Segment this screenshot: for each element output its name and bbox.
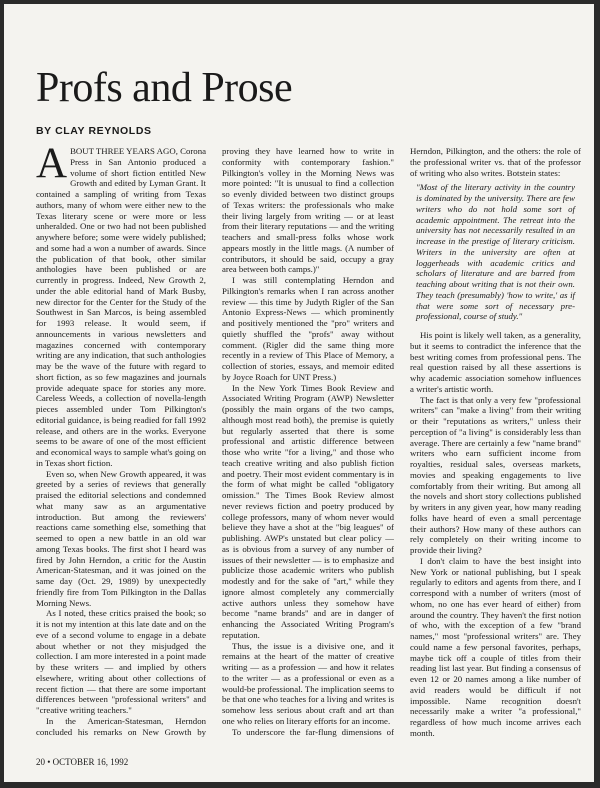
block-quote (410, 178, 581, 330)
paragraph: proving they have learned how to write in conformity with contemporary fashion." Pilkington's volley in the Morning News was more pointed: "It is unusual to find a collection so evenly divided between two distinct groups of Texas writers: the professionals who make their living largely from writing — or at least from their literary reputations — and the writing teachers and small-press folks whose work appears mostly in the little mags. (A number of contributors, it should be said, occupy a gray area between both camps.)" (222, 146, 394, 275)
column-3 (410, 146, 581, 738)
article-title: Profs and Prose (36, 65, 293, 111)
paragraph: To underscore the far-flung dimensions of (232, 726, 394, 737)
paragraph: His point is likely well taken, as a generality, but it seems to contradict the inference that the best writing comes from professional pens. The real question raised by all these assertions is why academic association somehow influences a writer's artistic worth. (410, 330, 581, 394)
lead-paragraph: ABOUT THREE YEARS AGO, Corona Press in San Antonio produced a volume of short fiction entitled New Growth and edited by Lyman Grant. It contained a sampling of writing from Texas authors, many of whom were either new to the Texas literary scene or were more or less unheralded. One or two had not been published anywhere before; some were widely published; and some had a won a number of awards. Since the publication of that book, other similar anthologies have been published or are currently in progress. Indeed, New Growth 2, under the able editorial hand of Mark Busby, new director for the Center for the Study of the Southwest in San Marcos, is being assembled for 1993 release. It would seem, if announcements in various newsletters and magazines concerned with contemporary writing are any indication, that such anthologies may be the wave of the future with regard to short fiction, as so few magazines and journals provide adequate space for stories any more. Careless Weeds, a collection of novella-length pieces assembled under Tom Pilkington's editorial guidance, is being readied for fall 1992 release, and others are in the works. Everyone seems to be aware of one of the most efficient and economical ways to sample what's going on in Texas short fiction. (36, 146, 206, 468)
paragraph: In the American-Statesman, Herndon concluded his remarks on New Growth by (36, 715, 206, 737)
paragraph: I was still contemplating Herndon and Pilkington's remarks when I ran across another review — this time by Judyth Rigler of the San Antonio Express-News — which prominently and positively mentioned the "pro" writers and quietly shuffled the "profs" away without comment. (Rigler did the same thing more recently in a review of This Place of Memory, a collection of stories, essays, and memoir edited by Joyce Roach for UNT Press.) (222, 275, 394, 382)
column-2 (222, 146, 394, 738)
paragraph: I don't claim to have the best insight into New York or national publishing, but I speak regularly to editors and agents from there, and I correspond with a number of writers (most of whom, no one has ever heard of either) from around the country. They haven't the first notion of who, with the exception of a few "brand names," most "professional writers" are. They could name a few personal favorites, perhaps, maybe tick off a couple of titles from their reading list last year. But finding a consensus of even 12 or 20 names among a like number of avid readers would be difficult if not impossible. Name recognition doesn't necessarily make a writer "a professional," regardless of how much income arrives each month. (410, 555, 581, 738)
column-1 (36, 146, 206, 738)
paragraph: As I noted, these critics praised the book; so it is not my intention at this late date and on the eve of a second volume to engage in a debate about whether or not they misjudged the collection. I am more interested in a point made by these writers — and implied by others elsewhere, writing about other collections of recent fiction — that there are some important differences between "professional writers" and "creative writing teachers." (36, 608, 206, 715)
paragraph: Herndon, Pilkington, and the others: the role of the professional writer vs. that of the professor of writing who also writes. Botstein states: (410, 146, 581, 178)
paragraph: The fact is that only a very few "professional writers" can "make a living" from their writing or their "reputations as writers," unless their perception of "a living" is considerably less than average. There are certainly a few "name brand" writers who earn sufficient income from royalties, residual sales, overseas markets, movies and speaking engagements to live comfortably from their writing. But among all the novels and short story collections published by writers in any given year, how many reading folks have heard of even a small percentage their authors? How many of these authors can rely completely on their writing income to provide their living? (410, 394, 581, 555)
paragraph: In the New York Times Book Review and Associated Writing Program (AWP) Newsletter (possibly the main organs of the two camps, although most read both), the premise is quietly but regularly asserted that there is some professional and artistic difference between those who write "for a living," and those who teach creative writing and also publish fiction and poetry. Their most evident commentary is in the form of what might be called "obligatory omission." The Times Book Review almost never reviews fiction and poetry produced by college professors, many of whom never would believe they have a shot at the "big leagues" of publishing. AWP's unstated but clear policy — as is obvious from a survey of any number of issues of their newsletter — is to emphasize and publicize those academic writers who publish modestly and for the sake of "art," while they ignore almost completely any commercially active authors unless they somehow have become "name brands" and are in danger of enhancing the Associated Writing Program's reputation. (222, 382, 394, 640)
paragraph: Thus, the issue is a divisive one, and it remains at the heart of the matter of creative writing — as a profession — and how it relates to the writer — as a professional or even as a would-be professional. The implication seems to be that one who teaches for a living and writes is somehow less serious about craft and art than one who relies on literary efforts for an income. (222, 640, 394, 726)
magazine-page (4, 4, 594, 782)
drop-cap: A (36, 146, 68, 187)
paragraph: Even so, when New Growth appeared, it was greeted by a series of reviews that generally praised the editorial selections and condemned what many saw as an argumentative introduction. But among the reviewers' reactions came something else, something that seemed to open a new battle in an old war among Texas books. The first shot I heard was fired by John Herndon, a critic for the Austin American-Statesman, and it was joined on the same day (Oct. 29, 1989) by unexpectedly friendly fire from Tom Pilkington in the Dallas Morning News. (36, 468, 206, 608)
quote-text: "Most of the literary activity in the country is dominated by the university. There are few writers who do not hold some sort of academic appointment. The retreat into the university has not necessarily resulted in an increase in the prestige of literary criticism. Writers in the university are often at loggerheads with academic critics and scholars of literature and are barred from teaching about writing that is not their own. They teach (presumably) 'how to write,' as if that were some sort of necessary pre-professional, course of study." (416, 182, 575, 322)
article-body (36, 146, 581, 738)
page-folio: 20 • OCTOBER 16, 1992 (36, 757, 129, 767)
byline: BY CLAY REYNOLDS (36, 125, 152, 137)
